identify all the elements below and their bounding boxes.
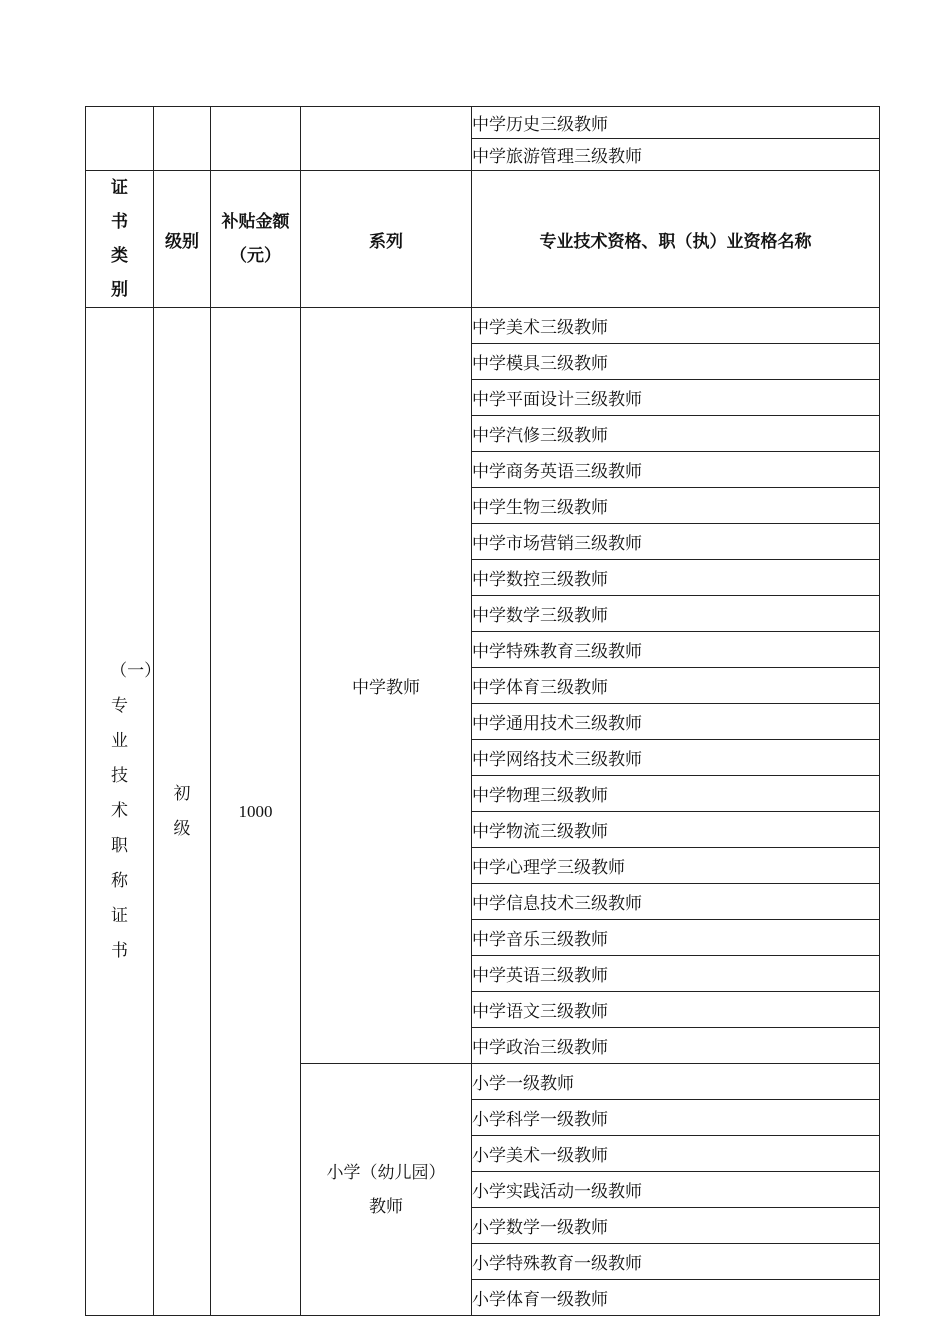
- series: 中学教师: [301, 308, 472, 1064]
- qualification-name: 中学网络技术三级教师: [472, 740, 880, 776]
- header-name: 专业技术资格、职（执）业资格名称: [472, 171, 880, 308]
- series: [301, 1064, 472, 1316]
- level: [154, 308, 211, 1316]
- blank-cell: [154, 107, 211, 171]
- header-row: [86, 171, 880, 308]
- qualification-name: 中学物理三级教师: [472, 776, 880, 812]
- subsidy-amount: 1000: [211, 308, 301, 1316]
- qualification-name: 小学特殊教育一级教师: [472, 1244, 880, 1280]
- qualification-name: 中学物流三级教师: [472, 812, 880, 848]
- qualification-name: 中学音乐三级教师: [472, 920, 880, 956]
- header-amount-line1: 补贴金额: [221, 212, 290, 232]
- header-amount-line2: （元）: [230, 246, 281, 266]
- series-line1: 小学（幼儿园）: [326, 1162, 446, 1183]
- qualification-name: 小学一级教师: [472, 1064, 880, 1100]
- qualification-name: 中学体育三级教师: [472, 668, 880, 704]
- blank-cell: [301, 107, 472, 171]
- qualification-name: 中学平面设计三级教师: [472, 380, 880, 416]
- qualification-name: 中学通用技术三级教师: [472, 704, 880, 740]
- qualification-name: 中学英语三级教师: [472, 956, 880, 992]
- qualification-name: 中学模具三级教师: [472, 344, 880, 380]
- series-line2: 教师: [369, 1196, 403, 1217]
- qualification-name: 中学汽修三级教师: [472, 416, 880, 452]
- header-category: 证书类别: [86, 171, 154, 308]
- qualification-name: 中学语文三级教师: [472, 992, 880, 1028]
- table-row: [86, 107, 880, 139]
- blank-cell: [211, 107, 301, 171]
- certificate-category-text: （一）专业技术职称证书: [110, 661, 162, 961]
- qualification-name: 中学旅游管理三级教师: [472, 139, 880, 171]
- qualification-name: 中学数控三级教师: [472, 560, 880, 596]
- qualification-name: 小学体育一级教师: [472, 1280, 880, 1316]
- header-level: 级别: [154, 171, 211, 308]
- table-row: [86, 308, 880, 344]
- qualification-name: 中学政治三级教师: [472, 1028, 880, 1064]
- qualification-name: 小学美术一级教师: [472, 1136, 880, 1172]
- qualification-name: 小学数学一级教师: [472, 1208, 880, 1244]
- header-amount: [211, 171, 301, 308]
- qualification-name: 中学数学三级教师: [472, 596, 880, 632]
- blank-cell: [86, 107, 154, 171]
- qualification-name: 中学历史三级教师: [472, 107, 880, 139]
- qualification-name: 小学科学一级教师: [472, 1100, 880, 1136]
- qualification-name: 中学美术三级教师: [472, 308, 880, 344]
- qualification-name: 中学生物三级教师: [472, 488, 880, 524]
- certificate-category: [86, 308, 162, 1316]
- qualification-name: 中学市场营销三级教师: [472, 524, 880, 560]
- qualification-name: 中学商务英语三级教师: [472, 452, 880, 488]
- header-series: 系列: [301, 171, 472, 308]
- level-text: 初级: [173, 783, 191, 839]
- qualification-name: 中学心理学三级教师: [472, 848, 880, 884]
- qualification-name: 小学实践活动一级教师: [472, 1172, 880, 1208]
- qualification-table: [85, 106, 880, 1316]
- qualification-name: 中学特殊教育三级教师: [472, 632, 880, 668]
- qualification-name: 中学信息技术三级教师: [472, 884, 880, 920]
